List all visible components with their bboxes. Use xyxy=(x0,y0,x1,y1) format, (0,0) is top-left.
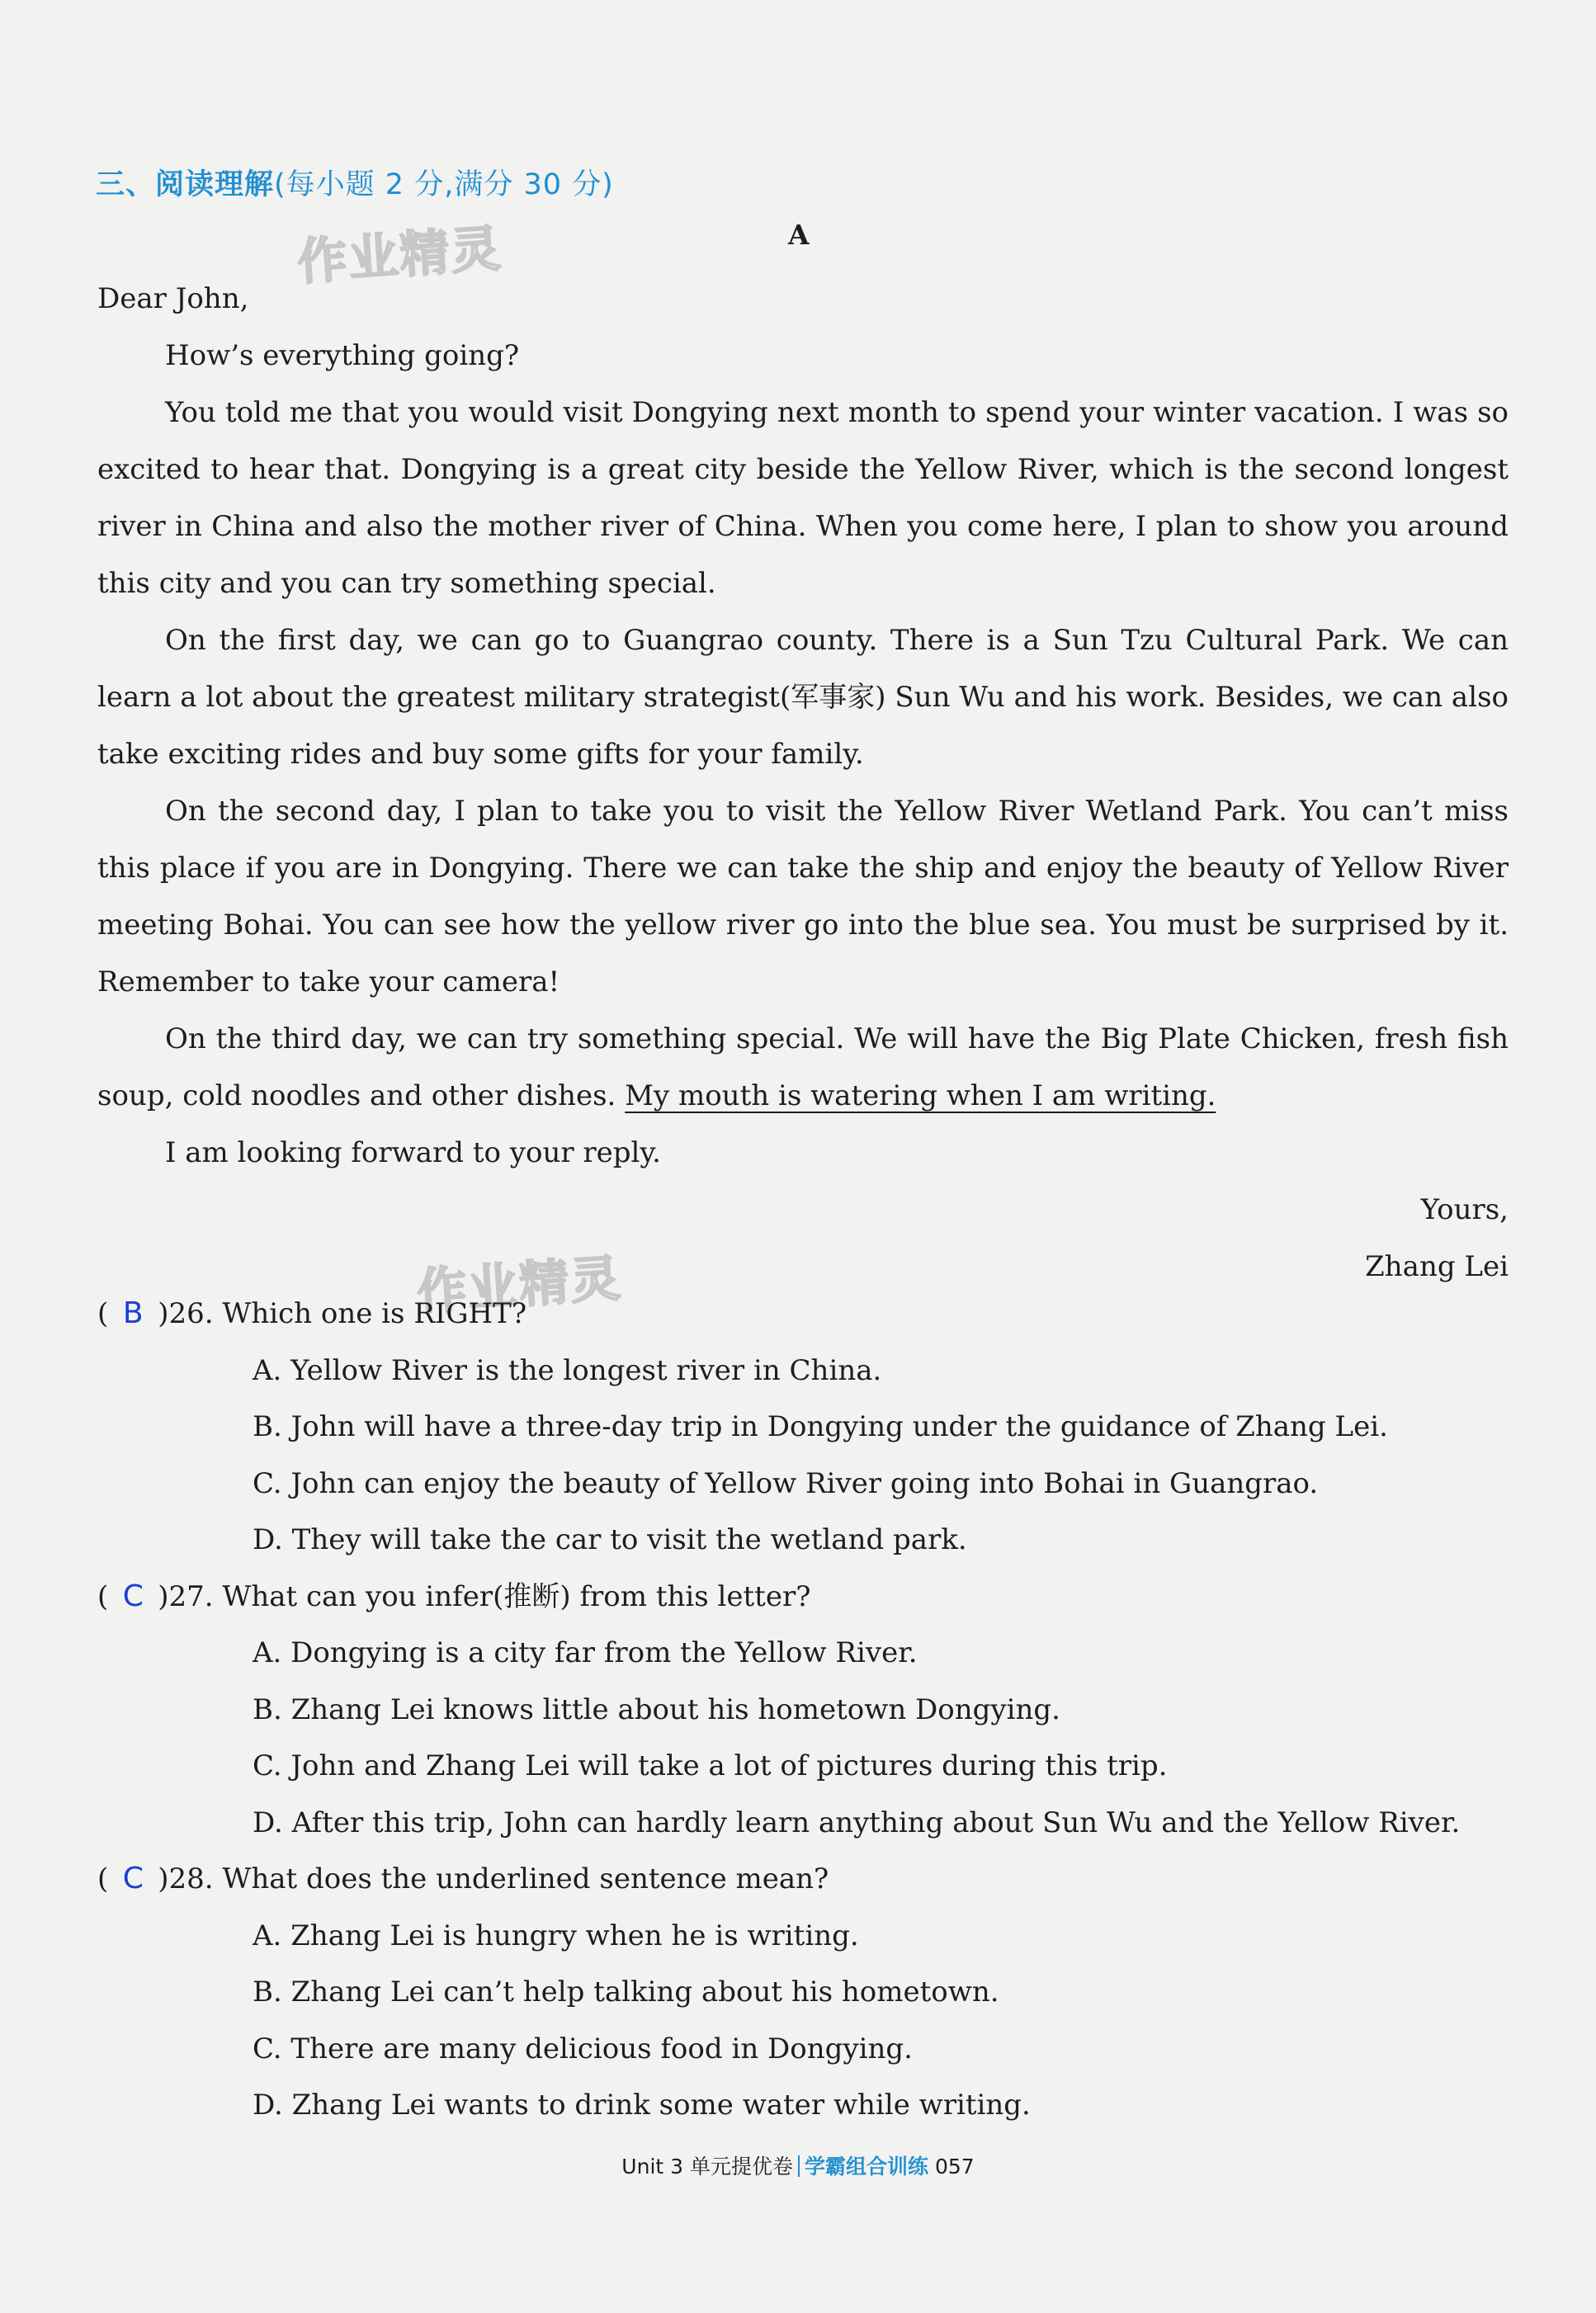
question-number: 26 xyxy=(168,1297,205,1330)
answer-mark: C xyxy=(122,1862,144,1895)
option-b: B. Zhang Lei can’t help talking about his hometown. xyxy=(253,1975,999,2009)
footer-unit: Unit 3 单元提优卷 xyxy=(621,2155,793,2178)
section-title-main: 三、阅读理解 xyxy=(96,168,275,201)
letter-passage xyxy=(97,271,1509,1296)
answer-mark: B xyxy=(122,1296,144,1330)
letter-paragraph-last xyxy=(97,1011,1509,1125)
question-list xyxy=(97,1286,1509,2134)
question-stem: Which one is RIGHT? xyxy=(222,1297,527,1330)
letter-paragraph: You told me that you would visit Dongying next month to spend your winter vacation. I was so excited to hear that. Dongying is a great city beside the Yellow River, which is the second longest river in China and also the mother river of China. When you come here, I plan to show you around this city and you can try something special. xyxy=(97,396,1509,600)
passage-label: A xyxy=(788,219,810,251)
option-d: D. Zhang Lei wants to drink some water while writing. xyxy=(253,2089,1031,2122)
letter-greeting: Dear John, xyxy=(97,282,249,315)
answer-mark: C xyxy=(122,1579,144,1613)
question-stem-row: ( C )28. What does the underlined sentence mean? xyxy=(97,1851,1509,1908)
underlined-sentence: My mouth is watering when I am writing. xyxy=(625,1079,1216,1112)
letter-paragraph: On the second day, I plan to take you to visit the Yellow River Wetland Park. You can’t miss this place if you are in Dongying. There we can take the ship and enjoy the beauty of Yellow River meeting Bohai. You can see how the yellow river go into the blue sea. You must be surprised by it. Remember to take your camera! xyxy=(97,795,1509,998)
letter-sign-off: Yours, xyxy=(1420,1193,1509,1226)
section-title xyxy=(96,162,614,203)
option-c: C. John can enjoy the beauty of Yellow River going into Bohai in Guangrao. xyxy=(253,1466,1319,1500)
question-26 xyxy=(97,1286,1509,1569)
option-d: D. After this trip, John can hardly learn anything about Sun Wu and the Yellow River. xyxy=(253,1806,1461,1839)
page-number: 057 xyxy=(934,2155,975,2178)
footer-divider xyxy=(798,2155,800,2177)
option-a: A. Dongying is a city far from the Yellow River. xyxy=(253,1636,918,1669)
question-stem: What does the underlined sentence mean? xyxy=(222,1862,829,1895)
option-a: A. Yellow River is the longest river in China. xyxy=(253,1353,882,1387)
letter-paragraph-lead: On the third day, we can try something special. We will have the Big Plate Chicken, fresh fish soup, cold noodles and other dishes. xyxy=(97,1022,1509,1112)
question-stem: What can you infer(推断) from this letter? xyxy=(222,1579,811,1613)
question-number: 28 xyxy=(168,1862,205,1895)
option-c: C. There are many delicious food in Dongying. xyxy=(253,2032,913,2065)
option-c: C. John and Zhang Lei will take a lot of pictures during this trip. xyxy=(253,1749,1168,1782)
option-b: B. John will have a three-day trip in Dongying under the guidance of Zhang Lei. xyxy=(253,1410,1388,1443)
letter-closing-line: I am looking forward to your reply. xyxy=(165,1136,661,1169)
letter-paragraph: On the first day, we can go to Guangrao county. There is a Sun Tzu Cultural Park. We can learn a lot about the greatest military strategist(军事家) Sun Wu and his work. Besides, we can also take exciting rides and buy some gifts for your family. xyxy=(97,624,1509,771)
question-27 xyxy=(97,1569,1509,1852)
footer-brand: 学霸组合训练 xyxy=(805,2155,929,2178)
question-stem-row: ( C )27. What can you infer(推断) from this letter? xyxy=(97,1569,1509,1626)
option-d: D. They will take the car to visit the wetland park. xyxy=(253,1523,967,1556)
section-title-note: (每小题 2 分,满分 30 分) xyxy=(274,168,614,201)
option-a: A. Zhang Lei is hungry when he is writing. xyxy=(253,1919,859,1952)
option-b: B. Zhang Lei knows little about his hometown Dongying. xyxy=(253,1692,1060,1726)
letter-paragraph: How’s everything going? xyxy=(165,339,520,372)
question-28 xyxy=(97,1851,1509,2134)
question-number: 27 xyxy=(168,1579,205,1613)
page-footer xyxy=(0,2150,1596,2180)
watermark: 作业精灵 xyxy=(415,1249,624,1322)
question-stem-row: ( B )26. Which one is RIGHT? xyxy=(97,1286,1509,1343)
watermark: 作业精灵 xyxy=(295,219,504,292)
letter-signature: Zhang Lei xyxy=(1365,1250,1509,1283)
